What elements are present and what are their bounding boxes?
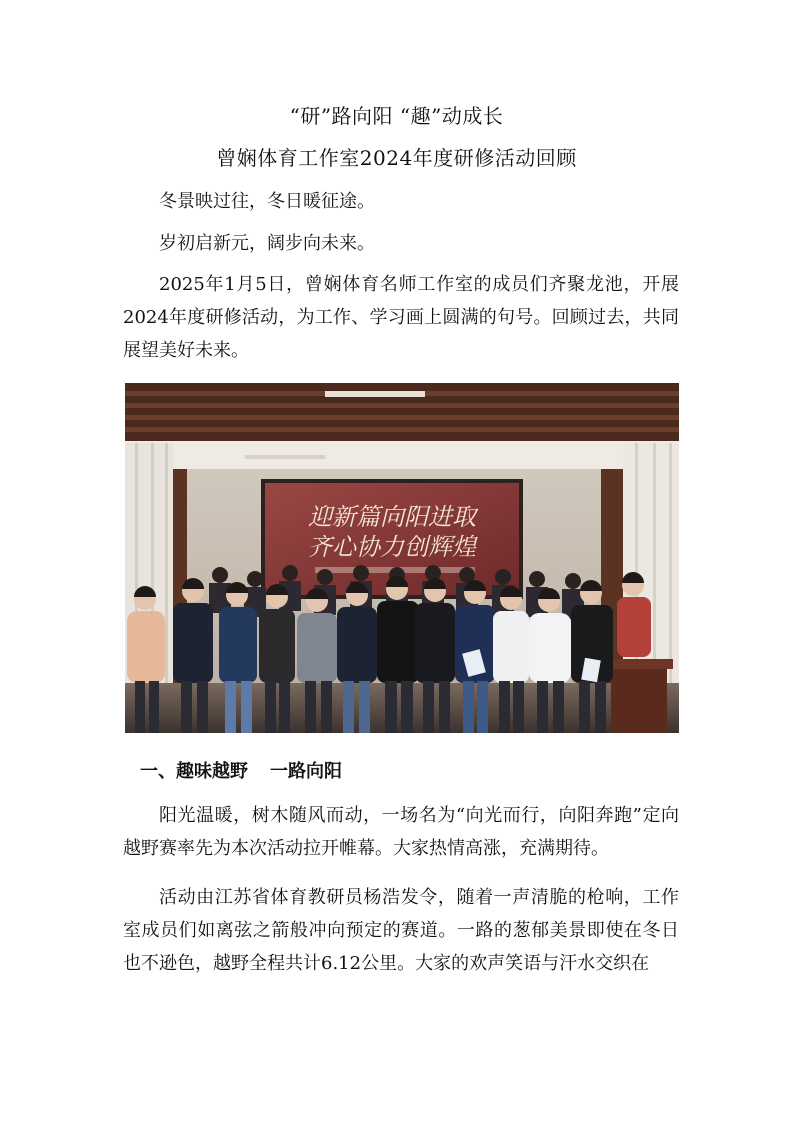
document-title-line2: 曾娴体育工作室2024年度研修活动回顾 bbox=[216, 146, 577, 170]
section-1-heading bbox=[140, 757, 342, 787]
intro-line-2: 岁初启新元，阔步向未来。 bbox=[159, 233, 375, 254]
intro-paragraph: 2025年1月5日，曾娴体育名师工作室的成员们齐聚龙池，开展2024年度研修活动，为工作、学习画上圆满的句号。回顾过去，共同展望美好未来。 bbox=[123, 274, 679, 361]
section-1-paragraph-1: 阳光温暖，树木随风而动，一场名为“向光而行，向阳奔跑”定向越野赛率先为本次活动拉开帷幕。大家热情高涨，充满期待。 bbox=[123, 805, 679, 859]
section-1-title-a: 趣味越野 bbox=[176, 761, 248, 782]
section-1-title-b: 一路向阳 bbox=[270, 761, 342, 782]
group-photo-illustration bbox=[125, 383, 679, 733]
intro-line-1: 冬景映过往，冬日暖征途。 bbox=[159, 191, 375, 212]
section-1-number: 一、 bbox=[140, 761, 176, 782]
banner-line-2: 齐心协力创辉煌 bbox=[308, 533, 476, 561]
banner-line-1: 迎新篇向阳进取 bbox=[308, 503, 476, 531]
document-title-line1: “研”路向阳 “趣”动成长 bbox=[289, 104, 504, 128]
section-1-paragraph-2: 活动由江苏省体育教研员杨浩发令，随着一声清脆的枪响，工作室成员们如离弦之箭般冲向预定的赛道。一路的葱郁美景即使在冬日也不逊色，越野全程共计6.12公里。大家的欢声笑语与汗水交织在 bbox=[123, 887, 679, 974]
group-photo bbox=[125, 383, 679, 733]
